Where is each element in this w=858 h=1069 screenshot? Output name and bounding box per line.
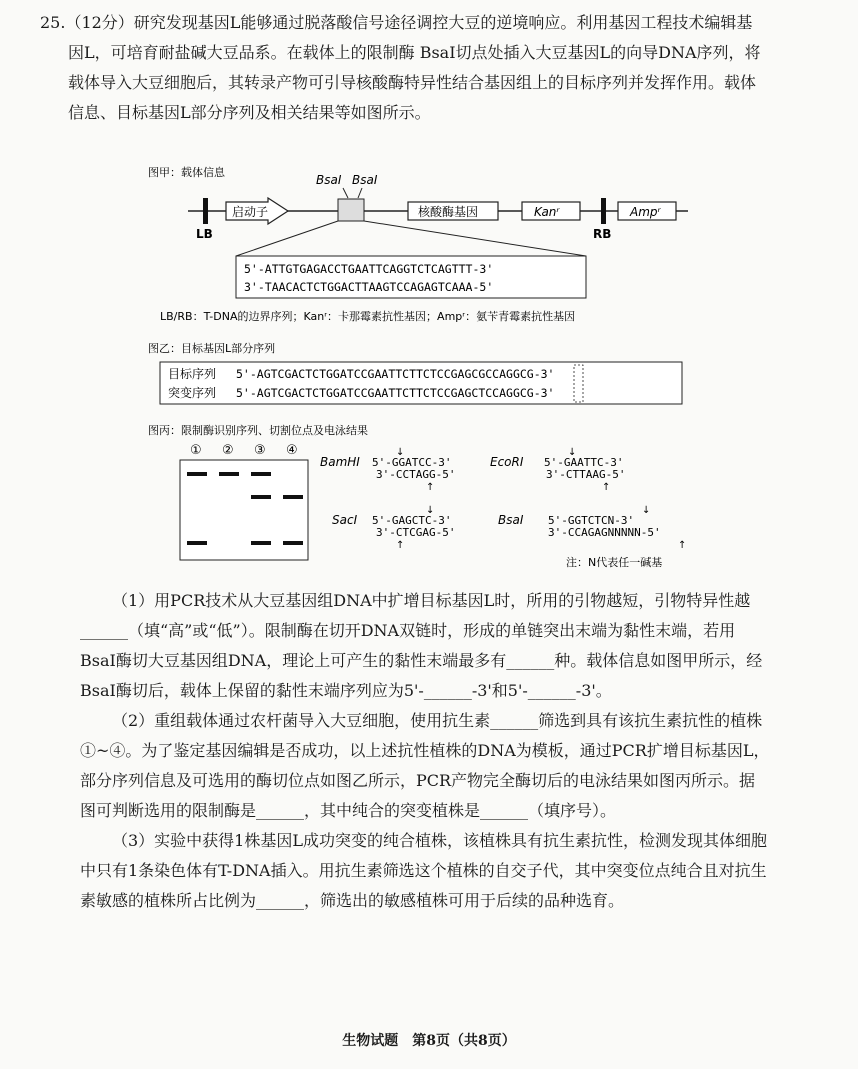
lane-3: ③: [254, 443, 266, 458]
saci-bottom: 3'-CTCGAG-5': [376, 526, 456, 539]
mutant-seq: 5'-AGTCGACTCTGGATCCGAATTCTTCTCCGAGCTCCAGGCG-3': [236, 386, 555, 400]
kan-label: Kanʳ: [534, 205, 560, 219]
nuclease-gene-label: 核酸酶基因: [418, 205, 479, 219]
figure-a-title: 图甲：载体信息: [148, 166, 225, 179]
bsai-top: 5'-GGTCTCN-3': [548, 514, 635, 527]
figure-a-legend: LB/RB：T-DNA的边界序列；Kanʳ：卡那霉素抗性基因；Ampʳ：氨苄青霉素抗性基因: [160, 310, 576, 323]
band: [283, 541, 303, 545]
lb-label: LB: [196, 227, 213, 241]
band: [251, 472, 271, 476]
saci-top: 5'-GAGCTC-3': [372, 514, 452, 527]
part-2: （2）重组载体通过农杆菌导入大豆细胞，使用抗生素______筛选到具有该抗生素抗性的植株①~④。为了鉴定基因编辑是否成功，以上述抗性植株的DNA为模板，通过PCR扩增目标基因L，部分序列信息及可选用的酶切位点如图乙所示，PCR产物完全酶切后的电泳结果如图丙所示。据图可判断选用的限制酶是______，其中纯合的突变植株是______（填序号）。: [80, 711, 770, 820]
target-seq: 5'-AGTCGACTCTGGATCCGAATTCTTCTCCGAGCGCCAGGCG-3': [236, 367, 555, 381]
target-seq-label: 目标序列: [168, 367, 217, 381]
rb-label: RB: [593, 227, 612, 241]
part-1: （1）用PCR技术从大豆基因组DNA中扩增目标基因L时，所用的引物越短，引物特异性越______（填“高”或“低”）。限制酶在切开DNA双链时，形成的单链突出末端为黏性末端，若用 BsaⅠ酶切大豆基因组DNA，理论上可产生的黏性末端最多有______种。载体信息如图甲所示，经 BsaⅠ酶切后，载体上保留的黏性末端序列应为5'-______-3'和5'-______-3'。: [80, 591, 763, 700]
lane-2: ②: [222, 443, 234, 458]
zoom-seq-top: 5'-ATTGTGAGACCTGAATTCAGGTCTCAGTTT-3': [244, 262, 494, 276]
cut-arrow-down: ↓: [568, 447, 577, 458]
insertion-site: [338, 199, 364, 221]
cut-arrow-down: ↓: [426, 505, 435, 516]
lb-marker: [203, 198, 208, 224]
question-stem: [40, 8, 768, 128]
saci-name: SacⅠ: [332, 513, 358, 527]
bamhi-top: 5'-GGATCC-3': [372, 456, 452, 469]
question-header: 25.（12分）研究发现基因L能够通过脱落酸信号途径调控大豆的逆境响应。利用基因工程技术编辑基因L，可培育耐盐碱大豆品系。在载体上的限制酶 BsaⅠ切点处插入大豆基因L的向导DNA序列，将载体导入大豆细胞后，其转录产物可引导核酸酶特异性结合基因组上的目标序列并发挥作用。载体信息、目标基因L部分序列及相关结果等如图所示。: [40, 13, 761, 122]
mutant-seq-label: 突变序列: [168, 386, 217, 400]
page-footer: 生物试题 第8页（共8页）: [342, 1033, 516, 1049]
lane-1: ①: [190, 443, 202, 458]
bsa-site-label-1: BsaⅠ: [316, 173, 342, 187]
cut-arrow-up: ↑: [396, 540, 405, 551]
figure-b-title: 图乙：目标基因L部分序列: [148, 342, 276, 355]
rb-marker: [601, 198, 606, 224]
part-3: （3）实验中获得1株基因L成功突变的纯合植株，该植株具有抗生素抗性，检测发现其体细胞中只有1条染色体有T-DNA插入。用抗生素筛选这个植株的自交子代，其中突变位点纯合且对抗生素敏感的植株所占比例为______，筛选出的敏感植株可用于后续的品种选育。: [80, 831, 767, 910]
figure-a: [140, 160, 720, 330]
amp-label: Ampʳ: [630, 205, 661, 219]
ecori-bottom: 3'-CTTAAG-5': [546, 468, 626, 481]
band: [251, 541, 271, 545]
sub-questions: [80, 586, 770, 916]
band: [283, 495, 303, 499]
cut-arrow-up: ↑: [426, 482, 435, 493]
cut-arrow-up: ↑: [678, 540, 687, 551]
bsai-name: BsaⅠ: [498, 513, 524, 527]
lane-4: ④: [286, 443, 298, 458]
zoom-seq-bottom: 3'-TAACACTCTGGACTTAAGTCCAGAGTCAAA-5': [244, 280, 494, 294]
cut-arrow-down: ↓: [642, 505, 651, 516]
promoter-label: 启动子: [232, 205, 269, 219]
figure-c-title: 图丙：限制酶识别序列、切割位点及电泳结果: [148, 424, 368, 437]
figure-b: [140, 338, 700, 410]
bamhi-bottom: 3'-CCTAGG-5': [376, 468, 456, 481]
cut-arrow-up: ↑: [602, 482, 611, 493]
band: [251, 495, 271, 499]
figure-c: [140, 420, 710, 580]
band: [219, 472, 239, 476]
bsa-site-label-2: BsaⅠ: [352, 173, 378, 187]
bsai-bottom: 3'-CCAGAGNNNNN-5': [548, 526, 661, 539]
bamhi-name: BamHⅠ: [320, 455, 360, 469]
band: [187, 541, 207, 545]
band: [187, 472, 207, 476]
ecori-name: EcoRⅠ: [490, 455, 524, 469]
figure-c-note: 注：N代表任一碱基: [566, 556, 663, 569]
ecori-top: 5'-GAATTC-3': [544, 456, 624, 469]
cut-arrow-down: ↓: [396, 447, 405, 458]
